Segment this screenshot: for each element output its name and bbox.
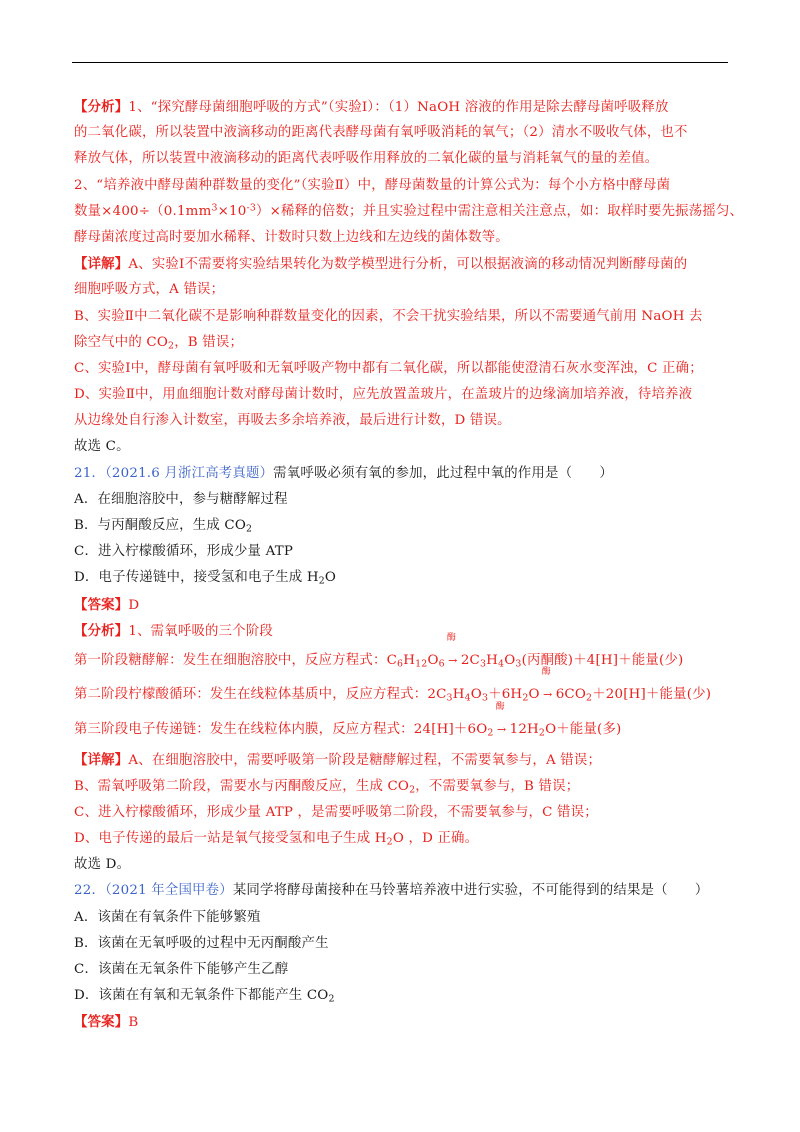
q21-detail-c: C、进入柠檬酸循环，形成少量 ATP ，是需要呼吸第二阶段，不需要氧参与，C 错误； — [74, 804, 598, 820]
conclusion-1: 故选 C。 — [74, 439, 130, 455]
enzyme-arrow-icon: 酶 → — [446, 632, 458, 667]
detail-line-3: B、实验Ⅱ中二氧化碳不是影响种群数量变化的因素，不会干扰实验结果，所以不需要通气前用 NaOH 去 — [74, 308, 703, 324]
header-rule — [72, 62, 728, 63]
detail-line-4: 除空气中的 $CO_2$，B 错误； — [74, 334, 244, 352]
stage-3-equation: 第三阶段电子传递链：发生在线粒体内膜，反应方程式：$24[H]+6O_2$ 酶 → $12H_2O+$能量(多) — [74, 713, 728, 748]
analysis-line-6: 酵母菌浓度过高时要加水稀释、计数时只数上边线和左边线的菌体数等。 — [74, 229, 509, 245]
question-21-stem: 21．（2021.6 月浙江高考真题）需氧呼吸必须有氧的参加，此过程中氧的作用是（ ） — [74, 465, 613, 481]
q22-option-c: C．该菌在无氧条件下能够产生乙醇 — [74, 961, 289, 977]
q21-answer: 【答案】D — [74, 596, 140, 613]
q22-answer: 【答案】B — [74, 1014, 139, 1031]
q21-detail-b: B、需氧呼吸第二阶段，需要水与丙酮酸反应，生成 $CO_2$，不需要氧参与，B 错误； — [74, 778, 580, 795]
q21-option-a: A．在细胞溶胶中，参与糖酵解过程 — [74, 491, 288, 507]
conclusion-2: 故选 D。 — [74, 857, 131, 873]
analysis-line-4: 2、“培养液中酵母菌种群数量的变化”（实验Ⅱ）中，酵母菌数量的计算公式为：每个小方格中酵母菌 — [74, 177, 671, 193]
question-22-stem: 22．（2021 年全国甲卷）某同学将酵母菌接种在马铃薯培养液中进行实验，不可能得到的结果是（ ） — [74, 883, 709, 899]
q21-option-c: C．进入柠檬酸循环，形成少量 ATP — [74, 544, 294, 560]
detail-line-6: D、实验Ⅱ中，用血细胞计数对酵母菌计数时，应先放置盖玻片，在盖玻片的边缘滴加培养液，待培养液 — [74, 387, 693, 403]
q21-analysis: 【分析】1、需氧呼吸的三个阶段 — [74, 622, 273, 639]
q22-option-b: B．该菌在无氧呼吸的过程中无丙酮酸产生 — [74, 935, 329, 951]
analysis-line-5: 数量$\times 400\div(0.1mm^3\times 10^{-3})\times$稀释的倍数；并且实验过程中需注意相关注意点，如：取样时要先振荡摇匀、 — [74, 202, 744, 219]
q21-detail-d: D、电子传递的最后一站是氧气接受氢和电子生成 $H_2O$ ，D 正确。 — [74, 831, 479, 848]
q22-option-d: D．该菌在有氧和无氧条件下都能产生 $CO_2$ — [74, 988, 335, 1005]
stage-1-equation: 第一阶段糖酵解：发生在细胞溶胶中，反应方程式：$C_6H_{12}O_6$ 酶 → $2C_3H_4O_3$(丙酮酸)＋4[H]＋能量(少) — [74, 644, 728, 679]
analysis-line-2: 的二氧化碳，所以装置中液滴移动的距离代表酵母菌有氧呼吸消耗的氧气；（2）清水不吸收气体，也不 — [74, 125, 688, 141]
enzyme-arrow-icon: 酶 → — [495, 701, 507, 736]
q21-option-b: B．与丙酮酸反应，生成 $CO_2$ — [74, 518, 253, 535]
analysis-line-3: 释放气体，所以装置中液滴移动的距离代表呼吸作用释放的二氧化碳的量与消耗氧气的量的差值。 — [74, 151, 659, 167]
stage-2-equation: 第二阶段柠檬酸循环：发生在线粒体基质中，反应方程式：$2C_3H_4O_3+6H_2O$ 酶 → $6CO_2+20[H]+$能量(少) — [74, 678, 728, 713]
detail-line-7: 从边缘处自行渗入计数室，再吸去多余培养液，最后进行计数，D 错误。 — [74, 413, 511, 429]
analysis-line-1: 【分析】1、“探究酵母菌细胞呼吸的方式”（实验Ⅰ）：（1）NaOH 溶液的作用是除去酵母菌呼吸释放 — [74, 99, 669, 115]
detail-line-5: C、实验Ⅰ中，酵母菌有氧呼吸和无氧呼吸产物中都有二氧化碳，所以都能使澄清石灰水变浑浊，C 正确； — [74, 360, 703, 376]
detail-line-2: 细胞呼吸方式，A 错误； — [74, 282, 225, 298]
q21-option-d: D．电子传递链中，接受氢和电子生成 $H_2O$ — [74, 570, 337, 587]
q22-option-a: A．该菌在有氧条件下能够繁殖 — [74, 909, 261, 925]
document-body — [74, 94, 744, 1036]
q21-detail-a: 【详解】A、在细胞溶胶中，需要呼吸第一阶段是糖酵解过程，不需要氧参与，A 错误； — [74, 752, 602, 769]
enzyme-arrow-icon: 酶 → — [541, 667, 553, 702]
detail-line-1: 【详解】A、实验Ⅰ不需要将实验结果转化为数学模型进行分析，可以根据液滴的移动情况判断酵母菌的 — [74, 256, 688, 273]
